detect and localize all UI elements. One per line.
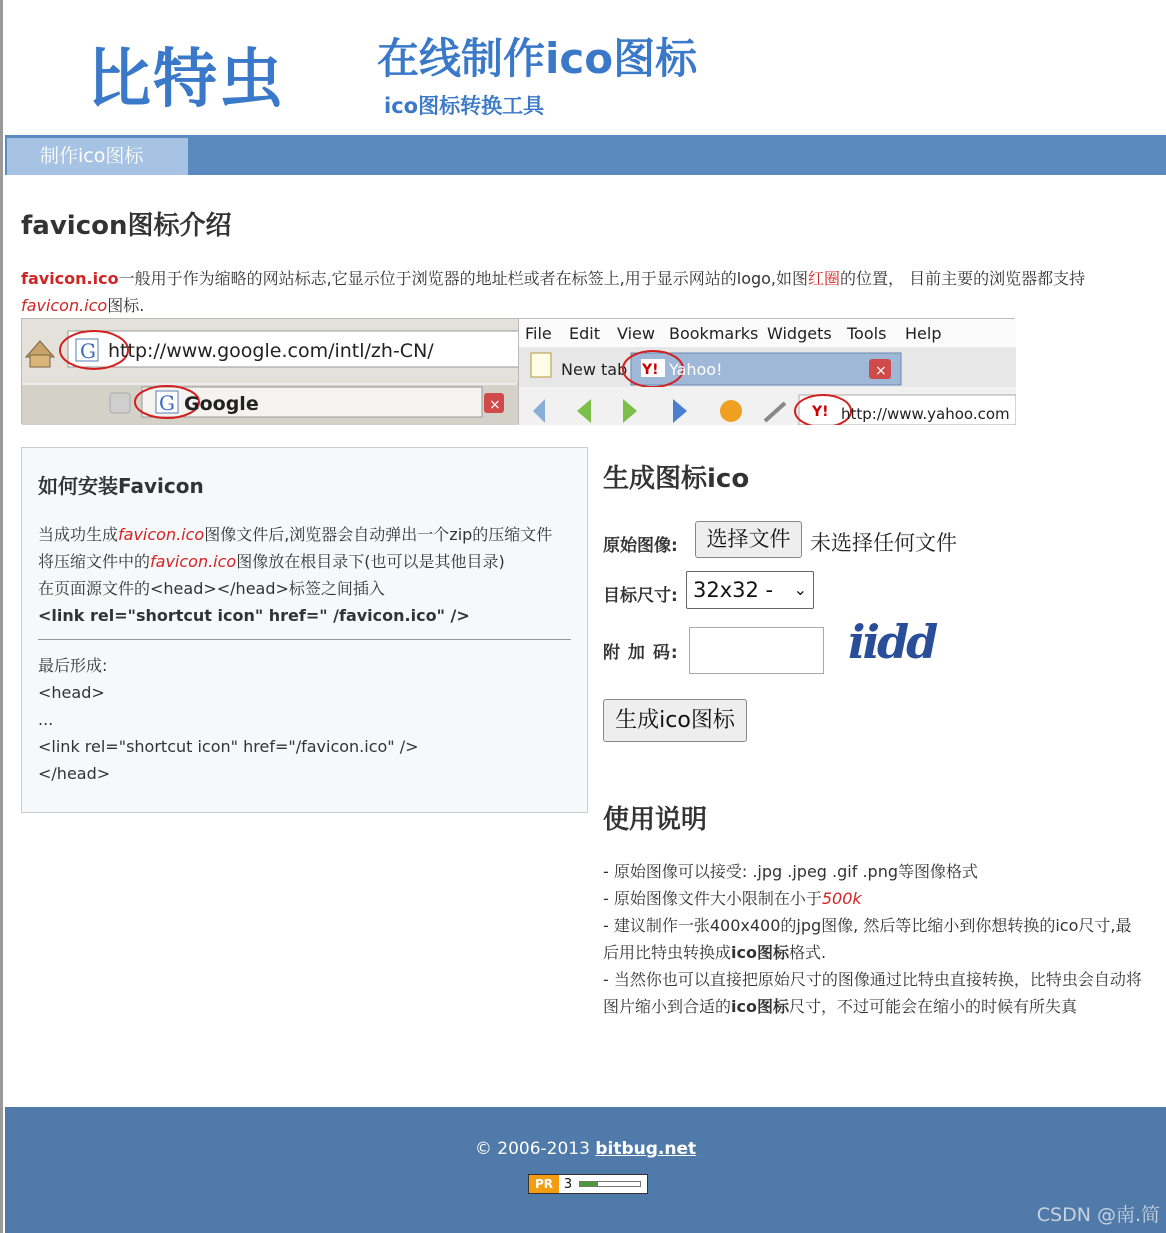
footer-copyright — [5, 1139, 1166, 1159]
opera-menu-item: File — [525, 324, 552, 343]
usage-item-4a: - 当然你也可以直接把原始尺寸的图像通过比特虫直接转换，比特虫会自动将图片缩小到合适的 — [603, 970, 1142, 1016]
svg-text:×: × — [875, 363, 887, 379]
google-tab-label: Google — [184, 393, 259, 415]
usage-item-3 — [603, 912, 1143, 966]
install-line-2a: 将压缩文件中的 — [38, 552, 151, 571]
svg-text:×: × — [489, 397, 501, 413]
usage-heading: 使用说明 — [603, 805, 708, 835]
intro-text-3: 图标. — [107, 296, 145, 315]
target-size-value: 32x32 - — [693, 578, 774, 602]
usage-item-2a: - 原始图像文件大小限制在小于 — [603, 889, 822, 908]
install-divider — [38, 639, 571, 640]
file-status-text: 未选择任何文件 — [810, 531, 957, 555]
firefox-screenshot — [21, 318, 518, 424]
usage-item-3a: - 建议制作一张400x400的jpg图像, 然后等比缩小到你想转换的ico尺寸,最后用比特虫转换成 — [603, 916, 1132, 962]
nav-tab-make-ico[interactable]: 制作ico图标 — [7, 138, 188, 175]
yahoo-y-icon: Y! — [642, 362, 659, 378]
opera-menu-item: Tools — [847, 324, 887, 343]
source-image-label: 原始图像: — [603, 536, 678, 556]
usage-list — [603, 858, 1143, 1020]
captcha-label: 附 加 码: — [603, 643, 679, 663]
install-line-1a: 当成功生成 — [38, 525, 119, 544]
usage-item-2b: 500k — [821, 889, 862, 908]
red-circle-term: 红圈 — [808, 269, 841, 288]
usage-item-4c: 尺寸，不过可能会在缩小的时候有所失真 — [788, 997, 1077, 1016]
usage-item-4 — [603, 966, 1143, 1020]
nav-bar — [5, 135, 1166, 175]
final-line-4: </head> — [38, 764, 111, 783]
favicon-term: favicon.ico — [21, 269, 119, 288]
yahoo-url-y-icon: Y! — [812, 404, 829, 420]
install-line-2 — [38, 548, 571, 575]
final-line-2: ... — [38, 710, 54, 729]
final-label: 最后形成: — [38, 656, 108, 675]
browser-screenshots — [21, 318, 1015, 424]
usage-item-2 — [603, 885, 1143, 912]
install-line-3: 在页面源文件的<head></head>标签之间插入 — [38, 579, 385, 598]
install-line-1 — [38, 521, 571, 548]
chevron-down-icon: ⌄ — [793, 580, 807, 599]
page-title: 在线制作ico图标 — [377, 34, 698, 83]
pr-bar-fill — [580, 1182, 598, 1186]
install-code: <link rel="shortcut icon" href=" /favicon.ico" /> — [38, 606, 470, 625]
final-line-3: <link rel="shortcut icon" href="/favicon.ico" /> — [38, 737, 419, 756]
captcha-input[interactable] — [689, 627, 824, 674]
opera-menu-item: Bookmarks — [669, 324, 759, 343]
pr-label: PR — [529, 1175, 559, 1193]
intro-text-1: 一般用于作为缩略的网站标志,它显示位于浏览器的地址栏或者在标签上,用于显示网站的logo,如图 — [118, 269, 809, 288]
opera-newtab-label: New tab — [561, 360, 628, 379]
final-line-1: <head> — [38, 683, 105, 702]
opera-screenshot-art — [519, 319, 1016, 425]
opera-screenshot — [518, 318, 1015, 424]
opera-menu-item: View — [617, 324, 655, 343]
opera-menu-item: Help — [905, 324, 942, 343]
usage-item-4b: ico图标 — [731, 997, 789, 1016]
intro-heading: favicon图标介绍 — [21, 211, 232, 241]
google-g-icon: G — [80, 339, 96, 363]
footer — [5, 1107, 1166, 1233]
usage-item-3b: ico图标 — [731, 943, 789, 962]
opera-menu-item: Edit — [569, 324, 600, 343]
install-favicon-box — [21, 447, 588, 813]
intro-paragraph — [21, 265, 1151, 319]
bitbug-link[interactable]: bitbug.net — [595, 1139, 697, 1159]
target-size-label: 目标尺寸: — [603, 586, 678, 606]
install-heading: 如何安装Favicon — [38, 474, 204, 498]
install-line-1b: favicon.ico — [118, 525, 205, 544]
captcha-image[interactable]: iidd — [848, 615, 936, 669]
choose-file-button[interactable]: 选择文件 — [695, 521, 802, 558]
usage-item-3c: 格式. — [788, 943, 827, 962]
copyright-text: © 2006-2013 — [474, 1139, 596, 1159]
csdn-watermark: CSDN @南.简 — [1036, 1204, 1160, 1226]
install-line-2c: 图像放在根目录下(也可以是其他目录) — [236, 552, 505, 571]
generate-heading: 生成图标ico — [603, 464, 750, 494]
target-size-select[interactable] — [686, 571, 814, 609]
opera-url-text: http://www.yahoo.com — [841, 405, 1010, 423]
firefox-screenshot-art — [22, 319, 519, 425]
intro-text-2: 的位置， 目前主要的浏览器都支持 — [840, 269, 1086, 288]
opera-menu-item: Widgets — [767, 324, 832, 343]
pagerank-badge[interactable] — [528, 1174, 648, 1194]
page-subtitle: ico图标转换工具 — [384, 94, 545, 118]
generate-ico-button[interactable]: 生成ico图标 — [603, 699, 747, 742]
install-line-2b: favicon.ico — [150, 552, 237, 571]
favicon-term-2: favicon.ico — [21, 296, 108, 315]
pr-value: 3 — [563, 1176, 573, 1192]
opera-yahoo-tab-label: Yahoo! — [669, 360, 723, 379]
firefox-url-text: http://www.google.com/intl/zh-CN/ — [108, 340, 434, 362]
usage-item-1: - 原始图像可以接受: .jpg .jpeg .gif .png等图像格式 — [603, 862, 978, 881]
site-logo[interactable]: 比特虫 — [87, 43, 285, 117]
pr-bar — [579, 1181, 641, 1187]
google-tab-g-icon: G — [159, 391, 175, 415]
install-line-1c: 图像文件后,浏览器会自动弹出一个zip的压缩文件 — [204, 525, 553, 544]
